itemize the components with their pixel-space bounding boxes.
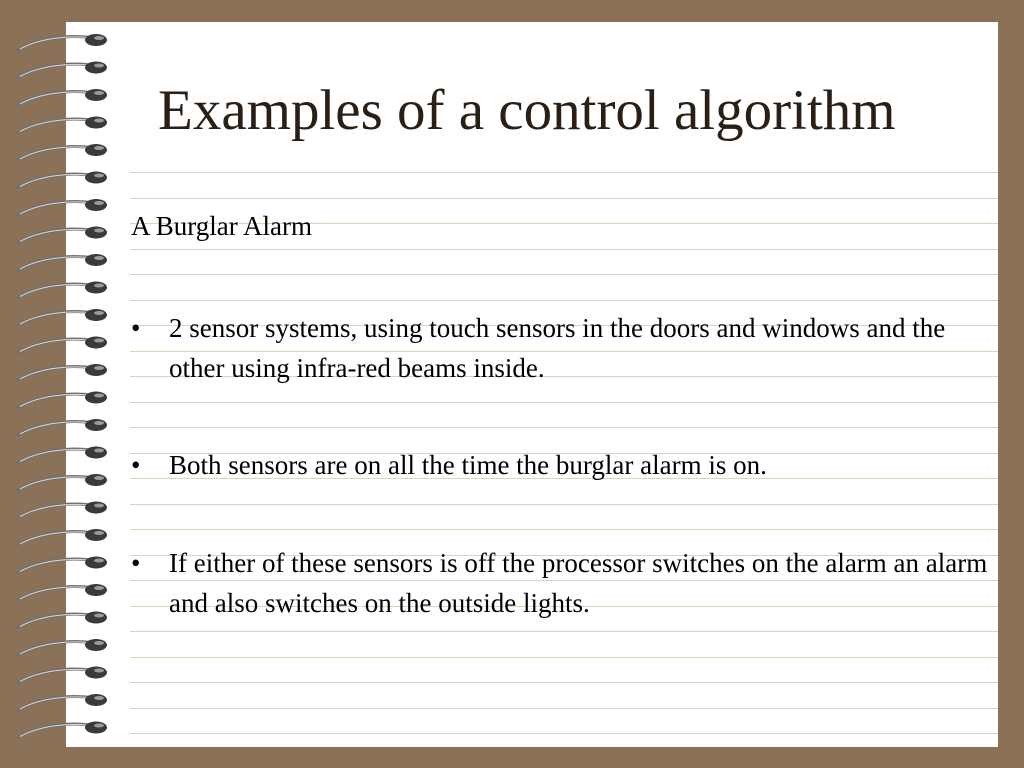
spiral-ring	[18, 62, 107, 78]
spiral-ring	[18, 337, 107, 353]
spiral-ring	[18, 447, 107, 463]
spiral-ring	[18, 529, 107, 545]
spiral-ring	[18, 419, 107, 435]
ruled-line	[130, 274, 998, 275]
bullet-text: Both sensors are on all the time the burglar alarm is on.	[169, 450, 767, 480]
ruled-line	[130, 682, 998, 683]
spiral-ring	[18, 282, 107, 298]
spiral-ring	[18, 199, 107, 215]
spiral-ring	[18, 117, 107, 133]
spiral-ring	[18, 34, 107, 50]
ruled-line	[130, 504, 998, 505]
spiral-ring	[18, 722, 107, 738]
slide-subtitle: A Burglar Alarm	[131, 211, 312, 241]
spiral-ring	[18, 667, 107, 683]
bullet-icon: •	[131, 450, 141, 480]
spiral-ring	[18, 89, 107, 105]
bullet-icon: •	[131, 313, 141, 343]
ruled-line	[130, 657, 998, 658]
bullet-text: If either of these sensors is off the processor switches on the alarm an alarm and also switches on the outside lights.	[169, 548, 988, 618]
spiral-ring	[18, 584, 107, 600]
ruled-line	[130, 708, 998, 709]
spiral-ring	[18, 612, 107, 628]
ruled-line	[130, 631, 998, 632]
bullet-text: 2 sensor systems, using touch sensors in the doors and windows and the other using infra-red beams inside.	[169, 313, 946, 383]
ruled-line	[130, 172, 998, 173]
ruled-line	[130, 249, 998, 250]
spiral-ring	[18, 227, 107, 243]
spiral-ring	[18, 694, 107, 710]
bullet-item	[131, 308, 991, 388]
ruled-line	[130, 529, 998, 530]
bullet-item	[131, 543, 991, 623]
spiral-ring	[18, 309, 107, 325]
spiral-ring	[18, 639, 107, 655]
spiral-ring	[18, 557, 107, 573]
spiral-binding-icon	[0, 0, 120, 768]
ruled-line	[130, 733, 998, 734]
bullet-item	[131, 445, 991, 485]
slide-title: Examples of a control algorithm	[158, 79, 896, 142]
spiral-ring	[18, 364, 107, 380]
ruled-line	[130, 300, 998, 301]
ruled-line	[130, 198, 998, 199]
spiral-ring	[18, 392, 107, 408]
spiral-ring	[18, 172, 107, 188]
bullet-icon: •	[131, 548, 141, 578]
ruled-line	[130, 427, 998, 428]
spiral-ring	[18, 144, 107, 160]
ruled-line	[130, 402, 998, 403]
spiral-ring	[18, 474, 107, 490]
spiral-ring	[18, 254, 107, 270]
spiral-ring	[18, 502, 107, 518]
